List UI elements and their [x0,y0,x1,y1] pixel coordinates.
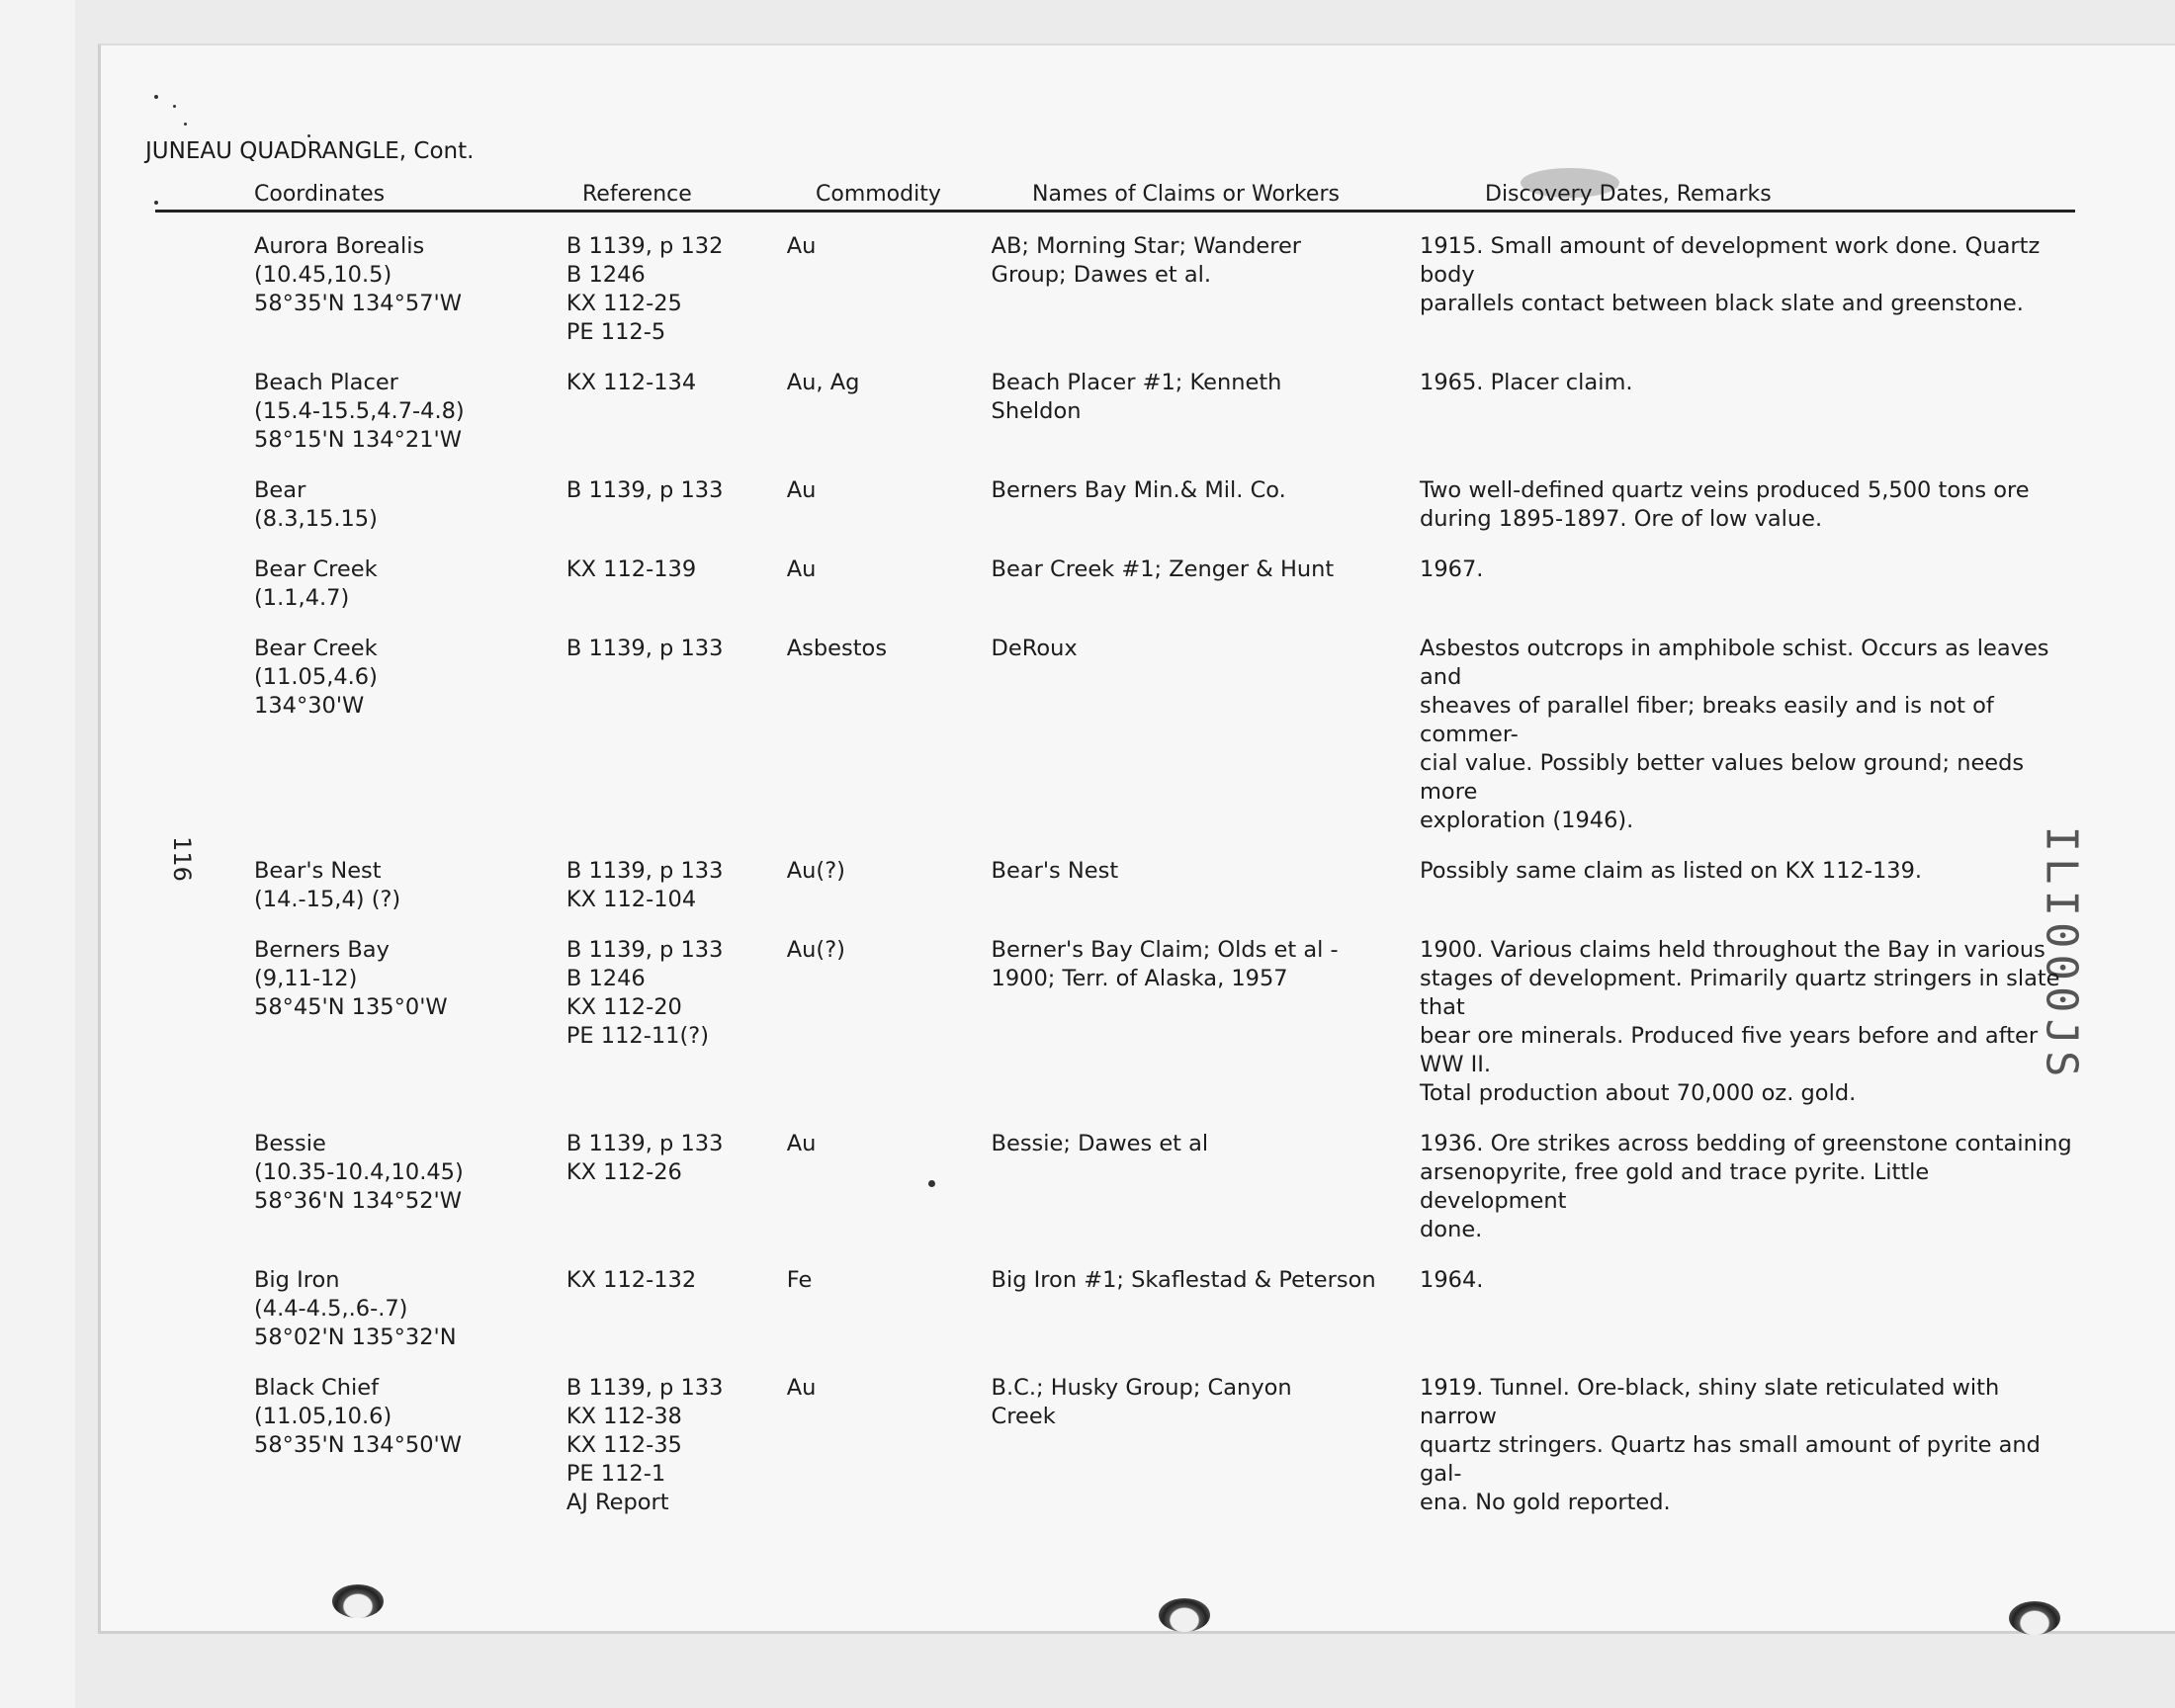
table-row [254,1374,2075,1517]
cell-remarks: Possibly same claim as listed on KX 112-139. [1420,858,1923,884]
cell-coordinates: Bessie (10.35-10.4,10.45) 58°36'N 134°52'W [254,1131,464,1214]
punch-hole [2009,1601,2060,1635]
cell-remarks: 1919. Tunnel. Ore-black, shiny slate reticulated with narrow quartz stringers. Quartz has small amount of pyrite and gal- ena. No gold reported. [1420,1375,2041,1515]
scan-speck [173,105,176,108]
claims-table [155,176,2075,1517]
punch-hole [1159,1598,1210,1632]
cell-remarks: 1967. [1420,556,1484,582]
cell-coordinates: Black Chief (11.05,10.6) 58°35'N 134°50'W [254,1375,462,1458]
page-title: JUNEAU QUADRANGLE, Cont. [145,138,475,164]
cell-reference: B 1139, p 132 B 1246 KX 112-25 PE 112-5 [566,233,724,345]
cell-coordinates: Berners Bay (9,11-12) 58°45'N 135°0'W [254,937,448,1020]
cell-remarks: 1936. Ore strikes across bedding of greenstone containing arsenopyrite, free gold and trace pyrite. Little development done. [1420,1131,2072,1242]
table-row [254,635,2075,835]
cell-remarks: 1964. [1420,1267,1484,1293]
scan-speck [307,134,310,137]
cell-reference: KX 112-134 [566,370,697,395]
cell-reference: KX 112-132 [566,1267,697,1293]
cell-coordinates: Bear's Nest (14.-15,4) (?) [254,858,401,912]
table-row [254,857,2075,914]
header-names: Names of Claims or Workers [1032,182,1340,207]
cell-reference: KX 112-139 [566,556,697,582]
cell-commodity: Asbestos [786,636,888,661]
cell-commodity: Au, Ag [786,370,860,395]
cell-names: Berner's Bay Claim; Olds et al - 1900; Terr. of Alaska, 1957 [991,937,1339,991]
cell-names: Big Iron #1; Skaflestad & Peterson [991,1267,1376,1293]
cell-names: Berners Bay Min.& Mil. Co. [991,477,1286,503]
scan-margin [0,0,75,1708]
table-row [254,476,2075,534]
header-reference: Reference [582,182,692,207]
cell-commodity: Au [786,1131,817,1156]
cell-names: AB; Morning Star; Wanderer Group; Dawes et al. [991,233,1302,288]
cell-reference: B 1139, p 133 KX 112-26 [566,1131,724,1185]
cell-reference: B 1139, p 133 B 1246 KX 112-20 PE 112-11(?) [566,937,724,1049]
table-row [254,232,2075,347]
cell-coordinates: Aurora Borealis (10.45,10.5) 58°35'N 134°57'W [254,233,462,316]
cell-commodity: Au [786,1375,817,1401]
cell-names: Bear Creek #1; Zenger & Hunt [991,556,1335,582]
header-commodity: Commodity [816,182,941,207]
cell-remarks: 1900. Various claims held throughout the Bay in various stages of development. Primarily quartz stringers in slate that bear ore minerals. Produced five years before and after WW II. Total production about 70,000 oz. gold. [1420,937,2060,1106]
cell-remarks: 1965. Placer claim. [1420,370,1633,395]
cell-commodity: Au [786,556,817,582]
cell-names: Bear's Nest [991,858,1119,884]
cell-coordinates: Bear Creek (1.1,4.7) [254,556,378,611]
header-coordinates: Coordinates [254,182,386,207]
cell-coordinates: Bear (8.3,15.15) [254,477,378,532]
cell-names: Beach Placer #1; Kenneth Sheldon [991,370,1282,424]
cell-reference: B 1139, p 133 [566,477,724,503]
table-row [254,555,2075,613]
scan-speck [154,95,158,99]
cell-names: DeRoux [991,636,1078,661]
page-number: 116 [167,836,196,882]
cell-commodity: Au [786,233,817,259]
cell-coordinates: Beach Placer (15.4-15.5,4.7-4.8) 58°15'N 134°21'W [254,370,465,453]
cell-commodity: Au [786,477,817,503]
punch-hole [332,1584,384,1618]
table-header [155,176,2075,213]
cell-coordinates: Bear Creek (11.05,4.6) 134°30'W [254,636,378,719]
cell-names: Bessie; Dawes et al [991,1131,1209,1156]
cell-reference: B 1139, p 133 KX 112-104 [566,858,724,912]
cell-remarks: Two well-defined quartz veins produced 5,500 tons ore during 1895-1897. Ore of low value. [1420,477,2030,532]
cell-commodity: Fe [786,1267,813,1293]
cell-remarks: 1915. Small amount of development work done. Quartz body parallels contact between black slate and greenstone. [1420,233,2041,316]
margin-code: ILI000JS [2036,825,2087,1083]
cell-reference: B 1139, p 133 [566,636,724,661]
table-row [254,369,2075,455]
scan-speck [184,123,187,126]
cell-commodity: Au(?) [786,937,845,963]
table-row [254,1130,2075,1244]
table-row [254,1266,2075,1352]
cell-commodity: Au(?) [786,858,845,884]
cell-remarks: Asbestos outcrops in amphibole schist. Occurs as leaves and sheaves of parallel fiber; breaks easily and is not of commer- cial value. Possibly better values below ground; needs more exploration (1946). [1420,636,2049,833]
header-remarks: Discovery Dates, Remarks [1485,182,1772,207]
cell-coordinates: Big Iron (4.4-4.5,.6-.7) 58°02'N 135°32'N [254,1267,457,1350]
cell-names: B.C.; Husky Group; Canyon Creek [991,1375,1292,1429]
table-row [254,936,2075,1108]
cell-reference: B 1139, p 133 KX 112-38 KX 112-35 PE 112-1 AJ Report [566,1375,724,1515]
